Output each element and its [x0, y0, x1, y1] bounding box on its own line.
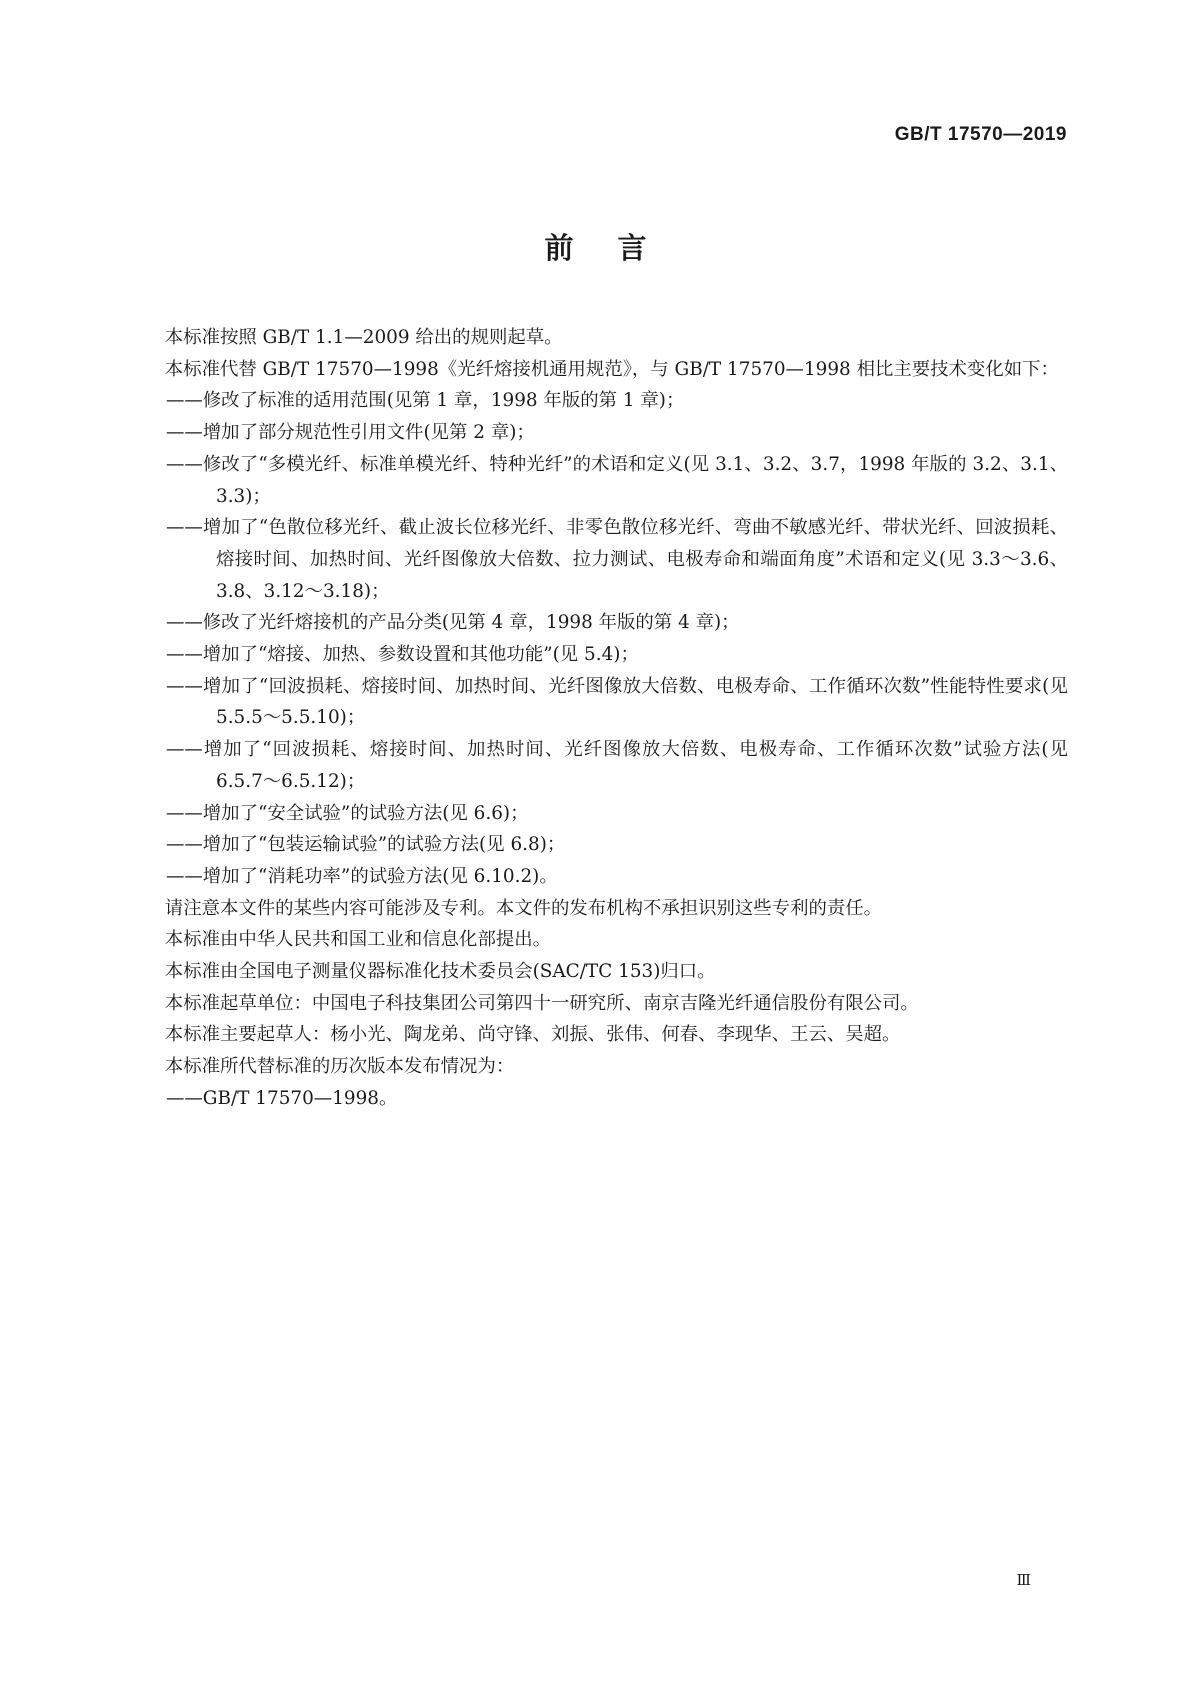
list-item: ——增加了“包装运输试验”的试验方法(见 6.8)；: [166, 834, 566, 856]
list-item: ——增加了“安全试验”的试验方法(见 6.6)；: [166, 802, 529, 824]
closing-paragraph: 本标准所代替标准的历次版本发布情况为：: [164, 1056, 515, 1078]
list-item: ——增加了“色散位移光纤、截止波长位移光纤、非零色散位移光纤、弯曲不敏感光纤、带状光纤、回波损耗、熔接时间、加热时间、光纤图像放大倍数、拉力测试、电极寿命和端面角度”术语和定义(见 3.3～3.6、3.8、3.12～3.18)；: [166, 517, 1068, 602]
list-item: ——增加了部分规范性引用文件(见第 2 章)；: [166, 422, 535, 444]
page-title: 前言: [544, 231, 691, 265]
list-item: ——修改了标准的适用范围(见第 1 章，1998 年版的第 1 章)；: [166, 390, 685, 412]
list-item: ——增加了“熔接、加热、参数设置和其他功能”(见 5.4)；: [166, 644, 639, 666]
intro-paragraph: 本标准按照 GB/T 1.1—2009 给出的规则起草。: [164, 327, 563, 348]
list-item: ——增加了“消耗功率”的试验方法(见 6.10.2)。: [166, 865, 558, 887]
intro-paragraph: 本标准代替 GB/T 17570—1998《光纤熔接机通用规范》，与 GB/T 17570—1998 相比主要技术变化如下：: [164, 358, 1059, 380]
list-item: ——修改了“多模光纤、标准单模光纤、特种光纤”的术语和定义(见 3.1、3.2、3.7，1998 年版的 3.2、3.1、3.3)；: [166, 453, 1068, 507]
closing-paragraph: 本标准由中华人民共和国工业和信息化部提出。: [164, 929, 552, 951]
closing-paragraph: 本标准起草单位：中国电子科技集团公司第四十一研究所、南京吉隆光纤通信股份有限公司。: [164, 992, 919, 1014]
page-number: Ⅲ: [1016, 1571, 1031, 1589]
list-item: ——修改了光纤熔接机的产品分类(见第 4 章，1998 年版的第 4 章)；: [166, 612, 740, 634]
closing-paragraph: 请注意本文件的某些内容可能涉及专利。本文件的发布机构不承担识别这些专利的责任。: [164, 897, 883, 919]
previous-versions-list: [128, 1083, 1068, 1115]
list-item: ——增加了“回波损耗、熔接时间、加热时间、光纤图像放大倍数、电极寿命、工作循环次数”试验方法(见 6.5.7～6.5.12)；: [166, 739, 1068, 792]
closing-paragraph: 本标准由全国电子测量仪器标准化技术委员会(SAC/TC 153)归口。: [164, 961, 716, 983]
document-body: [128, 322, 1068, 1115]
standard-number: GB/T 17570—2019: [894, 124, 1067, 145]
changes-list: [128, 385, 1068, 892]
list-item: ——增加了“回波损耗、熔接时间、加热时间、光纤图像放大倍数、电极寿命、工作循环次数”性能特性要求(见 5.5.5～5.5.10)；: [166, 675, 1068, 729]
list-item: ——GB/T 17570—1998。: [166, 1087, 398, 1109]
closing-paragraph: 本标准主要起草人：杨小光、陶龙弟、尚守锋、刘振、张伟、何春、李现华、王云、吴超。: [164, 1024, 901, 1046]
